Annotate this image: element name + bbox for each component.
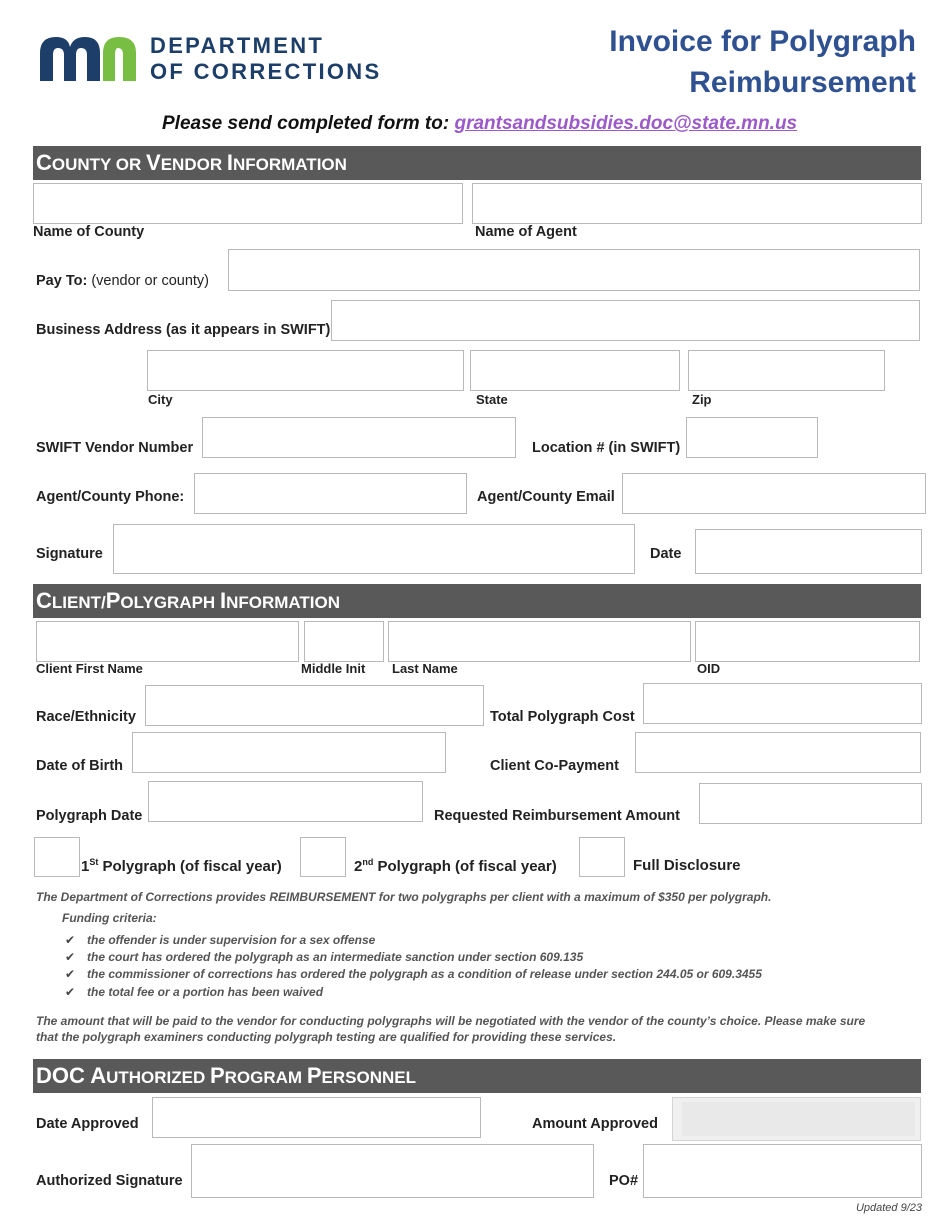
middle-init-label: Middle Init: [301, 661, 366, 676]
dob-label: Date of Birth: [36, 758, 123, 774]
location-field[interactable]: [686, 417, 818, 458]
zip-label: Zip: [692, 392, 712, 407]
city-field[interactable]: [147, 350, 464, 391]
full-disclosure-checkbox[interactable]: [579, 837, 625, 877]
authorized-signature-label: Authorized Signature: [36, 1173, 183, 1189]
middle-init-field[interactable]: [304, 621, 384, 662]
po-label: PO#: [609, 1173, 639, 1189]
zip-field[interactable]: [688, 350, 885, 391]
copayment-field[interactable]: [635, 732, 921, 773]
logo-line-1: DEPARTMENT: [150, 33, 325, 58]
phone-label: Agent/County Phone:: [36, 489, 185, 505]
criteria-item: ✔ the total fee or a portion has been waived: [65, 985, 324, 999]
copayment-label: Client Co-Payment: [490, 758, 619, 774]
criteria-item: ✔ the offender is under supervision for a sex offense: [65, 933, 376, 947]
name-of-agent-label: Name of Agent: [475, 224, 577, 240]
date-approved-label: Date Approved: [36, 1116, 139, 1132]
funding-criteria-heading: Funding criteria:: [62, 911, 157, 925]
state-field[interactable]: [470, 350, 680, 391]
name-of-agent-field[interactable]: [472, 183, 922, 224]
date-approved-field[interactable]: [152, 1097, 481, 1138]
state-label: State: [476, 392, 508, 407]
last-name-label: Last Name: [392, 661, 458, 676]
race-field[interactable]: [145, 685, 484, 726]
criteria-item: ✔ the commissioner of corrections has ordered the polygraph as a condition of release under section 244.05 or 609.3455: [65, 967, 762, 981]
pay-to-field[interactable]: [228, 249, 920, 291]
client-first-name-field[interactable]: [36, 621, 299, 662]
amount-note-line-2: that the polygraph examiners conducting polygraph testing are qualified for providing these services.: [36, 1030, 617, 1044]
requested-amount-field[interactable]: [699, 783, 922, 824]
client-first-name-label: Client First Name: [36, 661, 143, 676]
form-title-line-2: Reimbursement: [689, 66, 916, 99]
signature-field[interactable]: [113, 524, 635, 574]
business-address-field[interactable]: [331, 300, 920, 341]
name-of-county-label: Name of County: [33, 224, 145, 240]
polygraph-date-field[interactable]: [148, 781, 423, 822]
pay-to-label: Pay To: (vendor or county): [36, 273, 209, 289]
mn-logo-icon: [40, 33, 136, 83]
dob-field[interactable]: [132, 732, 446, 773]
amount-approved-field[interactable]: [672, 1097, 921, 1141]
total-cost-label: Total Polygraph Cost: [490, 709, 635, 725]
logo-line-2: OF CORRECTIONS: [150, 59, 382, 84]
full-disclosure-label: Full Disclosure: [633, 857, 741, 874]
last-name-field[interactable]: [388, 621, 691, 662]
email-label: Agent/County Email: [477, 489, 615, 505]
checkmark-icon: ✔: [65, 950, 76, 964]
signature-label: Signature: [36, 546, 103, 562]
oid-label: OID: [697, 661, 721, 676]
date-label: Date: [650, 546, 682, 562]
swift-vendor-label: SWIFT Vendor Number: [36, 440, 194, 456]
section-doc-personnel-header: DOC AUTHORIZED PROGRAM PERSONNEL: [33, 1059, 921, 1093]
send-prefix: Please send completed form to:: [162, 113, 450, 134]
phone-field[interactable]: [194, 473, 467, 514]
authorized-signature-field[interactable]: [191, 1144, 594, 1198]
mn-logo: [40, 33, 136, 83]
section-client-polygraph-header: CLIENT/POLYGRAPH INFORMATION: [33, 584, 921, 618]
email-field[interactable]: [622, 473, 926, 514]
business-address-label: Business Address (as it appears in SWIFT): [36, 322, 331, 338]
amount-approved-label: Amount Approved: [532, 1116, 658, 1132]
polygraph-date-label: Polygraph Date: [36, 808, 143, 824]
location-label: Location # (in SWIFT): [532, 440, 681, 456]
section-county-vendor-header: COUNTY OR VENDOR INFORMATION: [33, 146, 921, 180]
swift-vendor-field[interactable]: [202, 417, 516, 458]
first-polygraph-checkbox[interactable]: [34, 837, 80, 877]
name-of-county-field[interactable]: [33, 183, 463, 224]
city-label: City: [148, 392, 173, 407]
criteria-item: ✔ the court has ordered the polygraph as an intermediate sanction under section 609.135: [65, 950, 584, 964]
po-field[interactable]: [643, 1144, 922, 1198]
checkmark-icon: ✔: [65, 985, 76, 999]
second-polygraph-checkbox[interactable]: [300, 837, 346, 877]
amount-note-line-1: The amount that will be paid to the vendor for conducting polygraphs will be negotiated with the vendor of the county’s choice. Please make sure: [36, 1014, 866, 1028]
total-cost-field[interactable]: [643, 683, 922, 724]
checkmark-icon: ✔: [65, 967, 76, 981]
race-label: Race/Ethnicity: [36, 709, 136, 725]
date-field[interactable]: [695, 529, 922, 574]
send-instructions: [162, 113, 797, 135]
oid-field[interactable]: [695, 621, 920, 662]
checkmark-icon: ✔: [65, 933, 76, 947]
second-polygraph-label: 2nd Polygraph (of fiscal year): [354, 857, 557, 875]
send-email-link[interactable]: grantsandsubsidies.doc@state.mn.us: [454, 113, 798, 134]
updated-date: Updated 9/23: [855, 1202, 922, 1214]
requested-amount-label: Requested Reimbursement Amount: [434, 808, 680, 824]
first-polygraph-label: 1St Polygraph (of fiscal year): [81, 857, 282, 875]
form-title-line-1: Invoice for Polygraph: [609, 25, 916, 58]
reimbursement-note: The Department of Corrections provides REIMBURSEMENT for two polygraphs per client with a maximum of $350 per polygraph.: [36, 890, 772, 904]
